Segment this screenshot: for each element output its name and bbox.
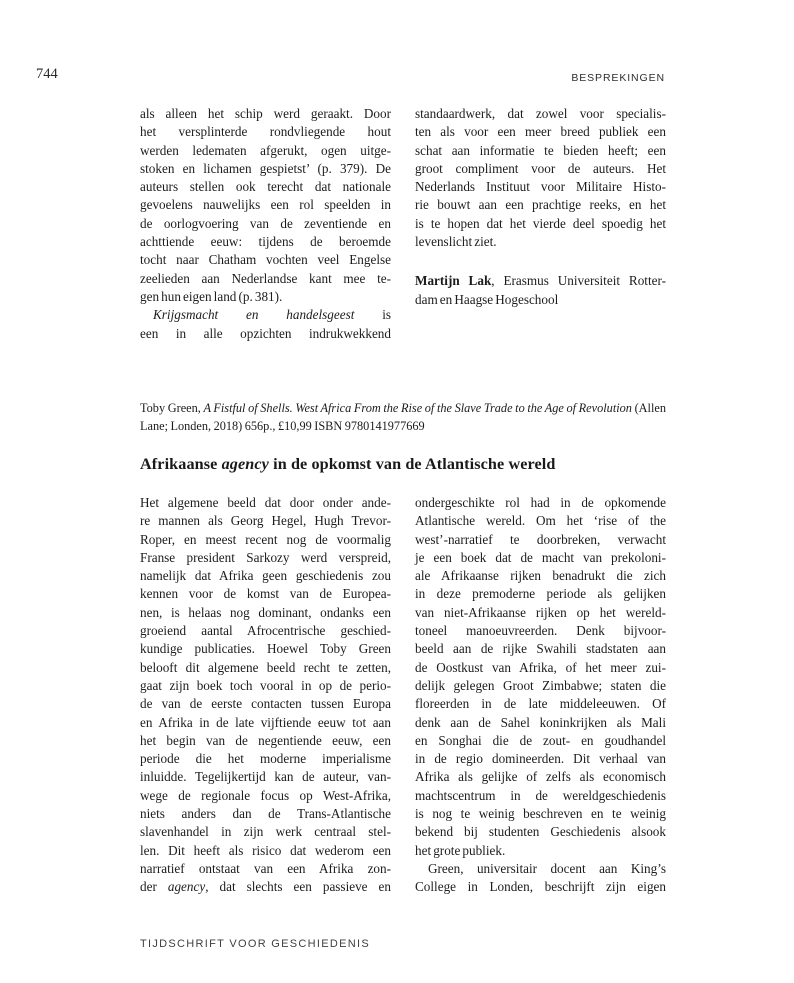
text-line bbox=[415, 567, 666, 585]
review-title bbox=[140, 455, 666, 474]
text-segment: der bbox=[140, 879, 168, 895]
text-line bbox=[140, 270, 391, 288]
text-segment: in de opkomst van de Atlantische wereld bbox=[268, 455, 556, 473]
text-segment: kundige publicaties. Hoewel Toby Green bbox=[140, 641, 391, 657]
text-line bbox=[140, 622, 391, 640]
text-line bbox=[415, 823, 666, 841]
previous-review-continuation bbox=[140, 105, 666, 343]
text-line bbox=[140, 585, 391, 603]
text-segment: floreerden in de late middeleeuwen. Of bbox=[415, 696, 666, 712]
text-segment: het begin van de negentiende eeuw, een bbox=[140, 732, 391, 748]
text-line bbox=[140, 640, 391, 658]
text-segment: groeiend aantal Afrocentrische geschied- bbox=[140, 623, 391, 639]
text-segment: Het algemene beeld dat door onder ande- bbox=[140, 495, 391, 510]
text-line bbox=[415, 291, 666, 309]
text-segment: achttiende eeuw: tijdens de beroemde bbox=[140, 234, 391, 250]
text-segment: machtscentrum in de wereldgeschiedenis bbox=[415, 787, 666, 803]
text-segment: standaardwerk, dat zowel voor specialis- bbox=[415, 106, 666, 121]
text-segment: , Erasmus Universiteit Rotter- bbox=[491, 273, 666, 289]
text-line bbox=[415, 842, 666, 860]
text-segment: het versplinterde rondvliegende hout bbox=[140, 124, 391, 140]
text-segment: namelijk dat Afrika geen geschiedenis zou bbox=[140, 568, 391, 584]
text-line bbox=[415, 531, 666, 549]
text-line bbox=[140, 823, 391, 841]
text-line bbox=[140, 805, 391, 823]
text-line bbox=[140, 695, 391, 713]
text-segment: is te hopen dat het vierde deel spoedig het bbox=[415, 215, 666, 231]
text-line bbox=[140, 160, 391, 178]
text-line bbox=[415, 878, 666, 896]
text-segment: gen hun eigen land (p. 381). bbox=[140, 288, 283, 304]
text-line bbox=[140, 288, 391, 306]
text-line bbox=[415, 805, 666, 823]
text-segment: , dat slechts een passieve en bbox=[205, 879, 391, 895]
text-segment: toneel manoeuvreerden. Denk bijvoor- bbox=[415, 623, 666, 639]
text-line bbox=[140, 677, 391, 695]
text-line bbox=[415, 860, 666, 878]
text-line bbox=[140, 325, 391, 343]
text-segment: agency bbox=[167, 879, 206, 895]
text-segment: auteurs stellen ook terecht dat nationale bbox=[140, 179, 391, 195]
text-segment: kennen voor de komst van de Europea- bbox=[140, 586, 391, 602]
text-segment: Green, universitair docent aan King’s bbox=[428, 860, 666, 876]
text-segment: wege de regionale focus op West-Afrika, bbox=[140, 787, 391, 803]
text-line bbox=[140, 659, 391, 677]
text-segment: ten als voor een meer breed publiek een bbox=[415, 124, 666, 140]
text-segment: A Fistful of Shells. West Africa From the Rise of the Slave Trade to the Age of Revolution bbox=[203, 401, 632, 415]
text-segment: Toby Green, bbox=[140, 401, 204, 415]
text-segment: en Afrika in de late vijftiende eeuw tot aan bbox=[140, 714, 391, 730]
text-line bbox=[415, 512, 666, 530]
text-line bbox=[140, 512, 391, 530]
text-line bbox=[140, 714, 391, 732]
text-line bbox=[415, 604, 666, 622]
text-line bbox=[415, 549, 666, 567]
review-body bbox=[140, 494, 666, 897]
text-segment: gaat zijn boek toch vooral in op de perio- bbox=[140, 677, 391, 693]
text-segment: agency bbox=[221, 455, 269, 473]
text-segment: de oorlogvoering van de zeventiende en bbox=[140, 215, 391, 231]
text-line bbox=[140, 178, 391, 196]
text-line bbox=[415, 768, 666, 786]
text-segment: west’-narratief te doorbreken, verwacht bbox=[415, 531, 666, 547]
text-segment: belooft dit algemene beeld recht te zetten, bbox=[140, 659, 391, 675]
text-segment: is bbox=[354, 307, 391, 323]
text-segment: Afrikaanse bbox=[140, 455, 222, 473]
text-line bbox=[140, 233, 391, 251]
text-segment: zeelieden aan Nederlandse kant mee te- bbox=[140, 270, 391, 286]
prev-review-right-column bbox=[415, 105, 666, 343]
text-segment: van niet-Afrikaanse rijken op het wereld- bbox=[415, 604, 666, 620]
text-segment: denk aan de Sahel koninkrijken als Mali bbox=[415, 714, 666, 730]
text-segment: werden ledematen afgerukt, ogen uitge- bbox=[140, 142, 391, 158]
text-line bbox=[415, 659, 666, 677]
text-line bbox=[140, 732, 391, 750]
text-segment: gevoelens nauwelijks een rol speelden in bbox=[140, 197, 391, 213]
text-segment: Atlantische wereld. Om het ‘rise of the bbox=[415, 513, 666, 529]
text-segment: Franse president Sarkozy werd verspreid, bbox=[140, 549, 391, 565]
text-segment: inluidde. Tegelijkertijd kan de auteur, van- bbox=[140, 769, 391, 785]
text-segment: dam en Haagse Hogeschool bbox=[415, 291, 559, 307]
journal-footer: TIJDSCHRIFT VOOR GESCHIEDENIS bbox=[140, 938, 371, 950]
text-segment: slavenhandel in zijn werk centraal stel- bbox=[140, 824, 391, 840]
prev-review-left-column bbox=[140, 105, 391, 343]
text-segment: delijk gelegen Groot Zimbabwe; staten die bbox=[415, 677, 666, 693]
text-segment: het grote publiek. bbox=[415, 842, 506, 858]
book-citation bbox=[140, 400, 666, 435]
text-line bbox=[140, 215, 391, 233]
text-segment: bekend bij studenten Geschiedenis alsook bbox=[415, 824, 666, 840]
text-line bbox=[415, 622, 666, 640]
text-line bbox=[140, 400, 666, 418]
text-line bbox=[415, 215, 666, 233]
text-segment: in deze premoderne periode als gelijken bbox=[415, 586, 666, 602]
text-segment: is nog te weinig beschreven en te weinig bbox=[415, 806, 666, 822]
text-line bbox=[415, 178, 666, 196]
text-line bbox=[140, 531, 391, 549]
text-segment: niets anders dan de Trans-Atlantische bbox=[140, 806, 391, 822]
text-line bbox=[140, 768, 391, 786]
text-line bbox=[140, 604, 391, 622]
text-segment: Afrika als gelijke of zelfs als economisch bbox=[415, 769, 666, 785]
text-segment: en Songhai die de zout- en goudhandel bbox=[415, 732, 666, 748]
text-line bbox=[415, 196, 666, 214]
text-line bbox=[140, 306, 391, 324]
text-segment: in de regio domineerden. Dit verhaal van bbox=[415, 751, 666, 767]
text-segment: re mannen als Georg Hegel, Hugh Trevor- bbox=[140, 513, 391, 529]
text-line bbox=[140, 142, 391, 160]
text-line bbox=[140, 196, 391, 214]
running-head: BESPREKINGEN bbox=[571, 72, 665, 84]
text-line bbox=[415, 750, 666, 768]
text-segment: beeld aan de rijke Swahili stadstaten aan bbox=[415, 641, 666, 657]
text-line bbox=[415, 233, 666, 251]
text-segment: groot compliment voor de auteurs. Het bbox=[415, 160, 666, 176]
text-segment: de van de eerste contacten tussen Europa bbox=[140, 696, 391, 712]
text-line bbox=[415, 494, 666, 512]
text-line bbox=[140, 750, 391, 768]
text-segment: schat aan informatie te bieden heeft; een bbox=[415, 142, 666, 158]
text-segment: stoken en lichamen gespietst’ (p. 379). De bbox=[140, 160, 391, 176]
text-line bbox=[415, 695, 666, 713]
text-line bbox=[415, 640, 666, 658]
text-segment: Krijgsmacht en handelsgeest bbox=[153, 307, 355, 323]
text-segment: als alleen het schip werd geraakt. Door bbox=[140, 106, 391, 121]
text-segment: Martijn Lak bbox=[415, 273, 492, 289]
text-line bbox=[415, 272, 666, 290]
text-segment: een in alle opzichten indrukwekkend bbox=[140, 325, 391, 341]
text-segment: narratief ontstaat van een Afrika zon- bbox=[140, 860, 391, 876]
text-line bbox=[415, 585, 666, 603]
text-segment: (Allen bbox=[631, 401, 666, 415]
text-line bbox=[415, 677, 666, 695]
review-body-left-column bbox=[140, 494, 391, 897]
text-line bbox=[140, 860, 391, 878]
text-segment: levenslicht ziet. bbox=[415, 234, 497, 250]
text-segment: periode die het moderne imperialisme bbox=[140, 751, 391, 767]
text-segment: Lane; Londen, 2018) 656p., £10,99 ISBN 9780141977669 bbox=[140, 418, 425, 433]
text-segment: tocht naar Chatham vochten veel Engelse bbox=[140, 252, 391, 268]
text-line bbox=[140, 123, 391, 141]
text-line bbox=[140, 105, 391, 123]
text-line bbox=[140, 787, 391, 805]
text-segment: je een boek dat de macht van prekoloni- bbox=[415, 549, 666, 565]
text-line bbox=[415, 142, 666, 160]
text-line bbox=[140, 567, 391, 585]
text-line bbox=[140, 549, 391, 567]
text-segment: len. Dit heeft als risico dat wederom een bbox=[140, 842, 391, 858]
text-segment: de Oostkust van Afrika, of het meer zui- bbox=[415, 659, 666, 675]
text-segment: ale Afrikaanse rijken benadrukt die zich bbox=[415, 568, 666, 584]
text-line bbox=[415, 732, 666, 750]
page-number: 744 bbox=[36, 66, 58, 82]
text-line bbox=[415, 714, 666, 732]
text-segment: Nederlands Instituut voor Militaire Histo- bbox=[415, 179, 666, 195]
text-line bbox=[415, 123, 666, 141]
text-line bbox=[140, 418, 666, 436]
text-segment: College in Londen, beschrijft zijn eigen bbox=[415, 879, 666, 895]
text-segment: ondergeschikte rol had in de opkomende bbox=[415, 495, 666, 510]
text-segment: nen, is helaas nog dominant, ondanks een bbox=[140, 604, 391, 620]
text-line bbox=[140, 494, 391, 512]
text-segment: Roper, en meest recent nog de voormalig bbox=[140, 531, 391, 547]
text-line bbox=[415, 160, 666, 178]
blank-line bbox=[415, 251, 666, 272]
text-line bbox=[140, 251, 391, 269]
text-line bbox=[140, 842, 391, 860]
review-body-right-column bbox=[415, 494, 666, 897]
text-segment: rie bouwt aan een prachtige reeks, en het bbox=[415, 197, 666, 213]
text-line bbox=[140, 878, 391, 896]
text-line bbox=[415, 105, 666, 123]
text-line bbox=[415, 787, 666, 805]
